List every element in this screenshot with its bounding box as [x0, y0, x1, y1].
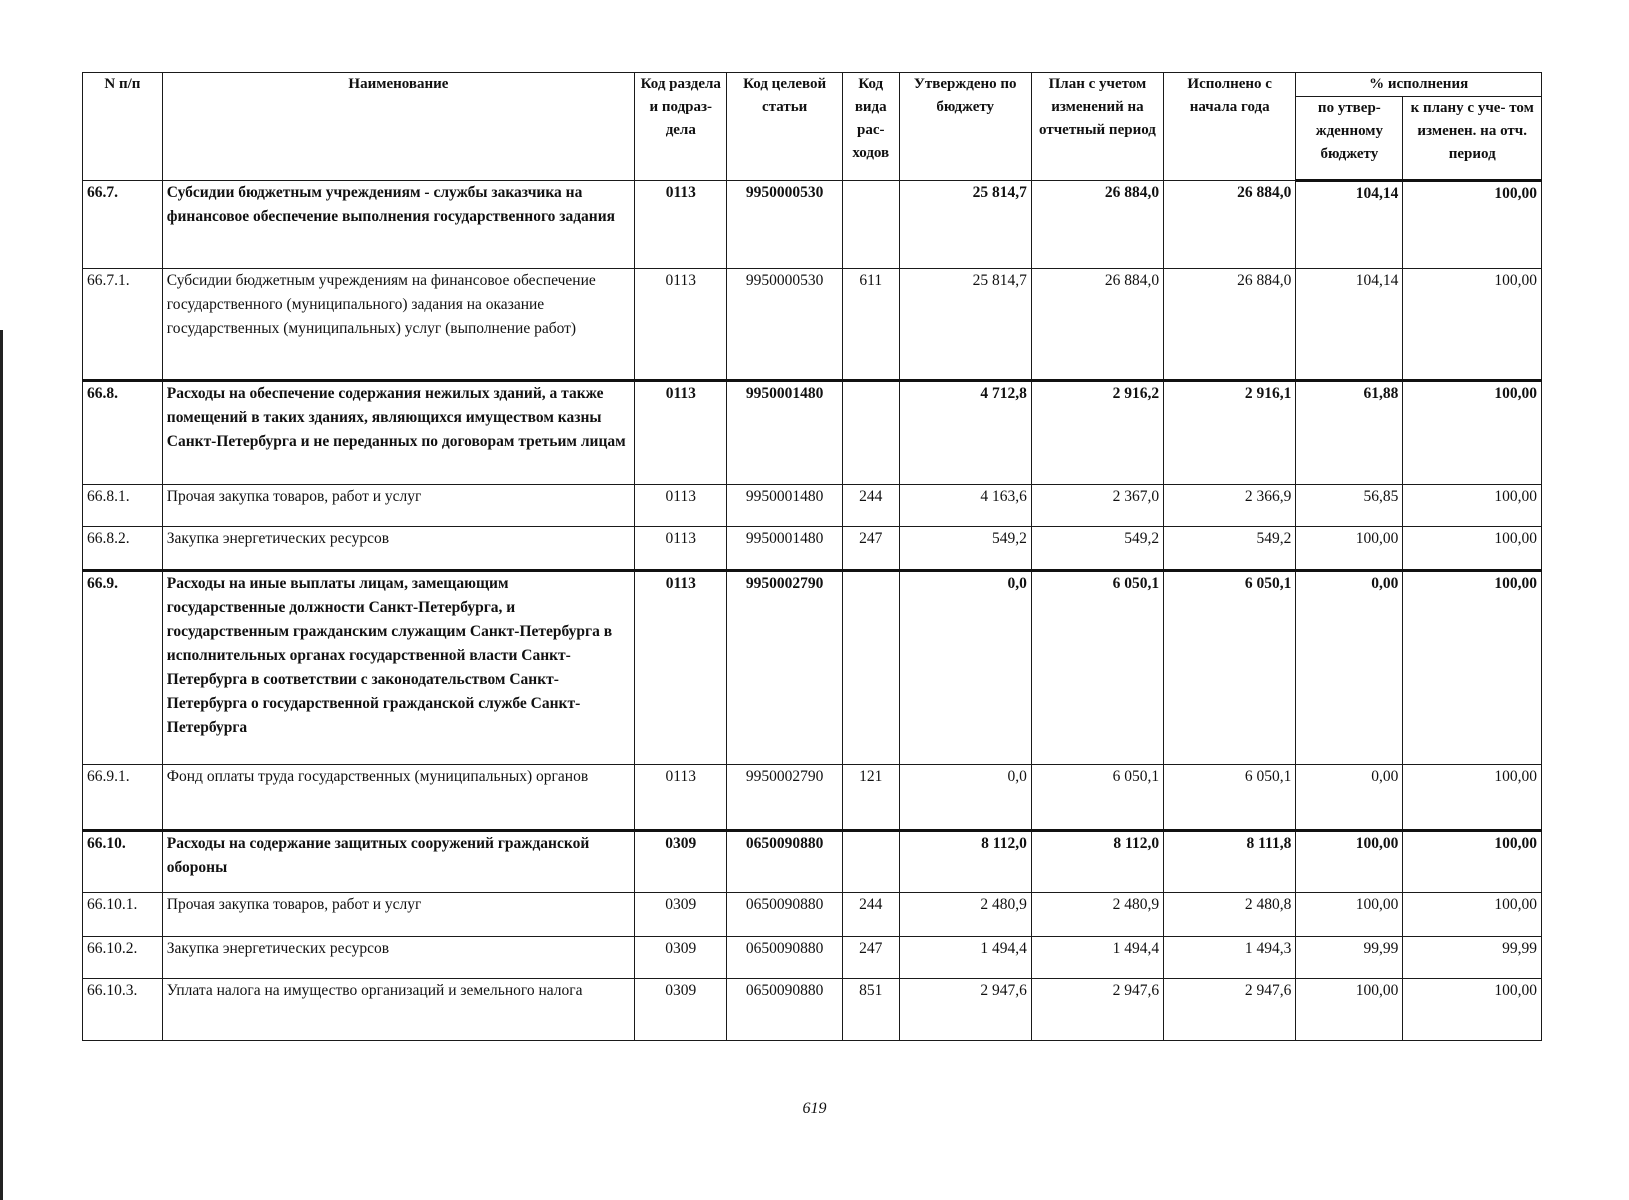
table-row: [83, 765, 1542, 831]
table-row: [83, 269, 1542, 381]
row-isp: 1 494,3: [1164, 937, 1296, 979]
row-pct-plan: 100,00: [1403, 765, 1542, 831]
row-plan: 2 367,0: [1031, 485, 1163, 527]
row-pct-utv: 61,88: [1296, 381, 1403, 485]
row-pct-utv: 104,14: [1296, 269, 1403, 381]
row-isp: 2 947,6: [1164, 979, 1296, 1041]
row-utv: 25 814,7: [899, 181, 1031, 269]
row-celevoy: 9950002790: [727, 765, 842, 831]
row-num: 66.10.3.: [83, 979, 163, 1041]
header-name: Наименование: [162, 73, 634, 181]
row-name: Субсидии бюджетным учреждениям на финансовое обеспечение государственного (муниципального) задания на оказание государственных (муниципальных) услуг (выполнение работ): [162, 269, 634, 381]
row-name: Закупка энергетических ресурсов: [162, 527, 634, 571]
row-pct-plan: 100,00: [1403, 485, 1542, 527]
header-plan: План с учетом изменений на отчетный период: [1031, 73, 1163, 181]
row-utv: 549,2: [899, 527, 1031, 571]
header-pct-plan: к плану с уче- том изменен. на отч. период: [1403, 97, 1542, 181]
row-isp: 6 050,1: [1164, 571, 1296, 765]
row-celevoy: 9950001480: [727, 381, 842, 485]
budget-table: [82, 72, 1542, 1041]
row-plan: 549,2: [1031, 527, 1163, 571]
row-razdel: 0113: [635, 381, 727, 485]
row-razdel: 0309: [635, 831, 727, 893]
row-isp: 2 366,9: [1164, 485, 1296, 527]
row-pct-utv: 0,00: [1296, 571, 1403, 765]
row-pct-utv: 99,99: [1296, 937, 1403, 979]
row-pct-plan: 100,00: [1403, 381, 1542, 485]
row-num: 66.10.: [83, 831, 163, 893]
row-pct-plan: 100,00: [1403, 893, 1542, 937]
row-vid: 247: [842, 937, 899, 979]
table-row: [83, 893, 1542, 937]
header-razdel: Код раздела и подраз- дела: [635, 73, 727, 181]
row-num: 66.9.1.: [83, 765, 163, 831]
table-row: [83, 937, 1542, 979]
row-vid: 247: [842, 527, 899, 571]
row-num: 66.7.1.: [83, 269, 163, 381]
row-isp: 2 480,8: [1164, 893, 1296, 937]
row-plan: 2 947,6: [1031, 979, 1163, 1041]
row-vid: 851: [842, 979, 899, 1041]
row-utv: 2 947,6: [899, 979, 1031, 1041]
row-isp: 8 111,8: [1164, 831, 1296, 893]
row-razdel: 0113: [635, 527, 727, 571]
row-razdel: 0309: [635, 893, 727, 937]
row-plan: 6 050,1: [1031, 571, 1163, 765]
row-vid: 121: [842, 765, 899, 831]
table-row: [83, 181, 1542, 269]
row-vid: [842, 571, 899, 765]
row-utv: 2 480,9: [899, 893, 1031, 937]
row-name: Прочая закупка товаров, работ и услуг: [162, 893, 634, 937]
row-razdel: 0113: [635, 485, 727, 527]
row-pct-plan: 99,99: [1403, 937, 1542, 979]
row-num: 66.7.: [83, 181, 163, 269]
row-isp: 6 050,1: [1164, 765, 1296, 831]
row-celevoy: 9950000530: [727, 181, 842, 269]
row-vid: 244: [842, 485, 899, 527]
row-name: Расходы на иные выплаты лицам, замещающим государственные должности Санкт-Петербурга, и государственным гражданским служащим Санкт-Петербурга в исполнительных органах государственной власти Санкт-Петербурга в соответствии с законодательством Санкт-Петербурга о государственной гражданской службе Санкт-Петербурга: [162, 571, 634, 765]
header-celevoy: Код целевой статьи: [727, 73, 842, 181]
row-vid: [842, 381, 899, 485]
header-vid: Код вида рас- ходов: [842, 73, 899, 181]
row-num: 66.9.: [83, 571, 163, 765]
row-vid: [842, 181, 899, 269]
row-num: 66.10.1.: [83, 893, 163, 937]
header-utv: Утверждено по бюджету: [899, 73, 1031, 181]
row-vid: [842, 831, 899, 893]
row-celevoy: 9950000530: [727, 269, 842, 381]
table-row: [83, 381, 1542, 485]
row-pct-plan: 100,00: [1403, 269, 1542, 381]
row-name: Закупка энергетических ресурсов: [162, 937, 634, 979]
row-celevoy: 9950002790: [727, 571, 842, 765]
row-pct-utv: 100,00: [1296, 979, 1403, 1041]
row-celevoy: 0650090880: [727, 937, 842, 979]
row-razdel: 0309: [635, 937, 727, 979]
row-name: Фонд оплаты труда государственных (муниципальных) органов: [162, 765, 634, 831]
row-pct-utv: 100,00: [1296, 527, 1403, 571]
header-num: N п/п: [83, 73, 163, 181]
row-razdel: 0309: [635, 979, 727, 1041]
row-isp: 26 884,0: [1164, 269, 1296, 381]
row-utv: 4 712,8: [899, 381, 1031, 485]
row-plan: 2 916,2: [1031, 381, 1163, 485]
table-row: [83, 831, 1542, 893]
row-utv: 0,0: [899, 571, 1031, 765]
row-isp: 2 916,1: [1164, 381, 1296, 485]
table-row: [83, 979, 1542, 1041]
row-utv: 1 494,4: [899, 937, 1031, 979]
row-num: 66.8.: [83, 381, 163, 485]
row-utv: 25 814,7: [899, 269, 1031, 381]
row-num: 66.8.1.: [83, 485, 163, 527]
row-pct-utv: 100,00: [1296, 831, 1403, 893]
row-plan: 1 494,4: [1031, 937, 1163, 979]
row-pct-utv: 0,00: [1296, 765, 1403, 831]
row-name: Уплата налога на имущество организаций и земельного налога: [162, 979, 634, 1041]
row-plan: 8 112,0: [1031, 831, 1163, 893]
row-num: 66.10.2.: [83, 937, 163, 979]
table-row: [83, 527, 1542, 571]
row-isp: 549,2: [1164, 527, 1296, 571]
header-pct-utv: по утвер- жденному бюджету: [1296, 97, 1403, 181]
row-pct-utv: 100,00: [1296, 893, 1403, 937]
row-name: Прочая закупка товаров, работ и услуг: [162, 485, 634, 527]
row-razdel: 0113: [635, 765, 727, 831]
row-razdel: 0113: [635, 181, 727, 269]
row-name: Субсидии бюджетным учреждениям - службы заказчика на финансовое обеспечение выполнения государственного задания: [162, 181, 634, 269]
row-utv: 4 163,6: [899, 485, 1031, 527]
row-num: 66.8.2.: [83, 527, 163, 571]
row-plan: 6 050,1: [1031, 765, 1163, 831]
row-pct-plan: 100,00: [1403, 181, 1542, 269]
row-vid: 611: [842, 269, 899, 381]
row-razdel: 0113: [635, 571, 727, 765]
row-celevoy: 9950001480: [727, 527, 842, 571]
row-pct-plan: 100,00: [1403, 571, 1542, 765]
row-name: Расходы на содержание защитных сооружений гражданской обороны: [162, 831, 634, 893]
row-pct-plan: 100,00: [1403, 831, 1542, 893]
row-plan: 26 884,0: [1031, 269, 1163, 381]
budget-sheet: [82, 72, 1542, 1041]
row-name: Расходы на обеспечение содержания нежилых зданий, а также помещений в таких зданиях, являющихся имуществом казны Санкт-Петербурга и не переданных по договорам третьим лицам: [162, 381, 634, 485]
row-utv: 0,0: [899, 765, 1031, 831]
row-plan: 26 884,0: [1031, 181, 1163, 269]
table-body: [83, 181, 1542, 1041]
table-row: [83, 571, 1542, 765]
row-celevoy: 0650090880: [727, 979, 842, 1041]
row-vid: 244: [842, 893, 899, 937]
row-razdel: 0113: [635, 269, 727, 381]
row-celevoy: 0650090880: [727, 831, 842, 893]
scan-edge: [0, 330, 3, 1200]
row-pct-plan: 100,00: [1403, 527, 1542, 571]
header-isp: Исполнено с начала года: [1164, 73, 1296, 181]
row-isp: 26 884,0: [1164, 181, 1296, 269]
row-plan: 2 480,9: [1031, 893, 1163, 937]
row-pct-utv: 104,14: [1296, 181, 1403, 269]
row-pct-utv: 56,85: [1296, 485, 1403, 527]
row-pct-plan: 100,00: [1403, 979, 1542, 1041]
row-celevoy: 9950001480: [727, 485, 842, 527]
header-pct: % исполнения: [1296, 73, 1542, 97]
row-utv: 8 112,0: [899, 831, 1031, 893]
page-number: 619: [802, 1100, 827, 1117]
row-celevoy: 0650090880: [727, 893, 842, 937]
table-row: [83, 485, 1542, 527]
